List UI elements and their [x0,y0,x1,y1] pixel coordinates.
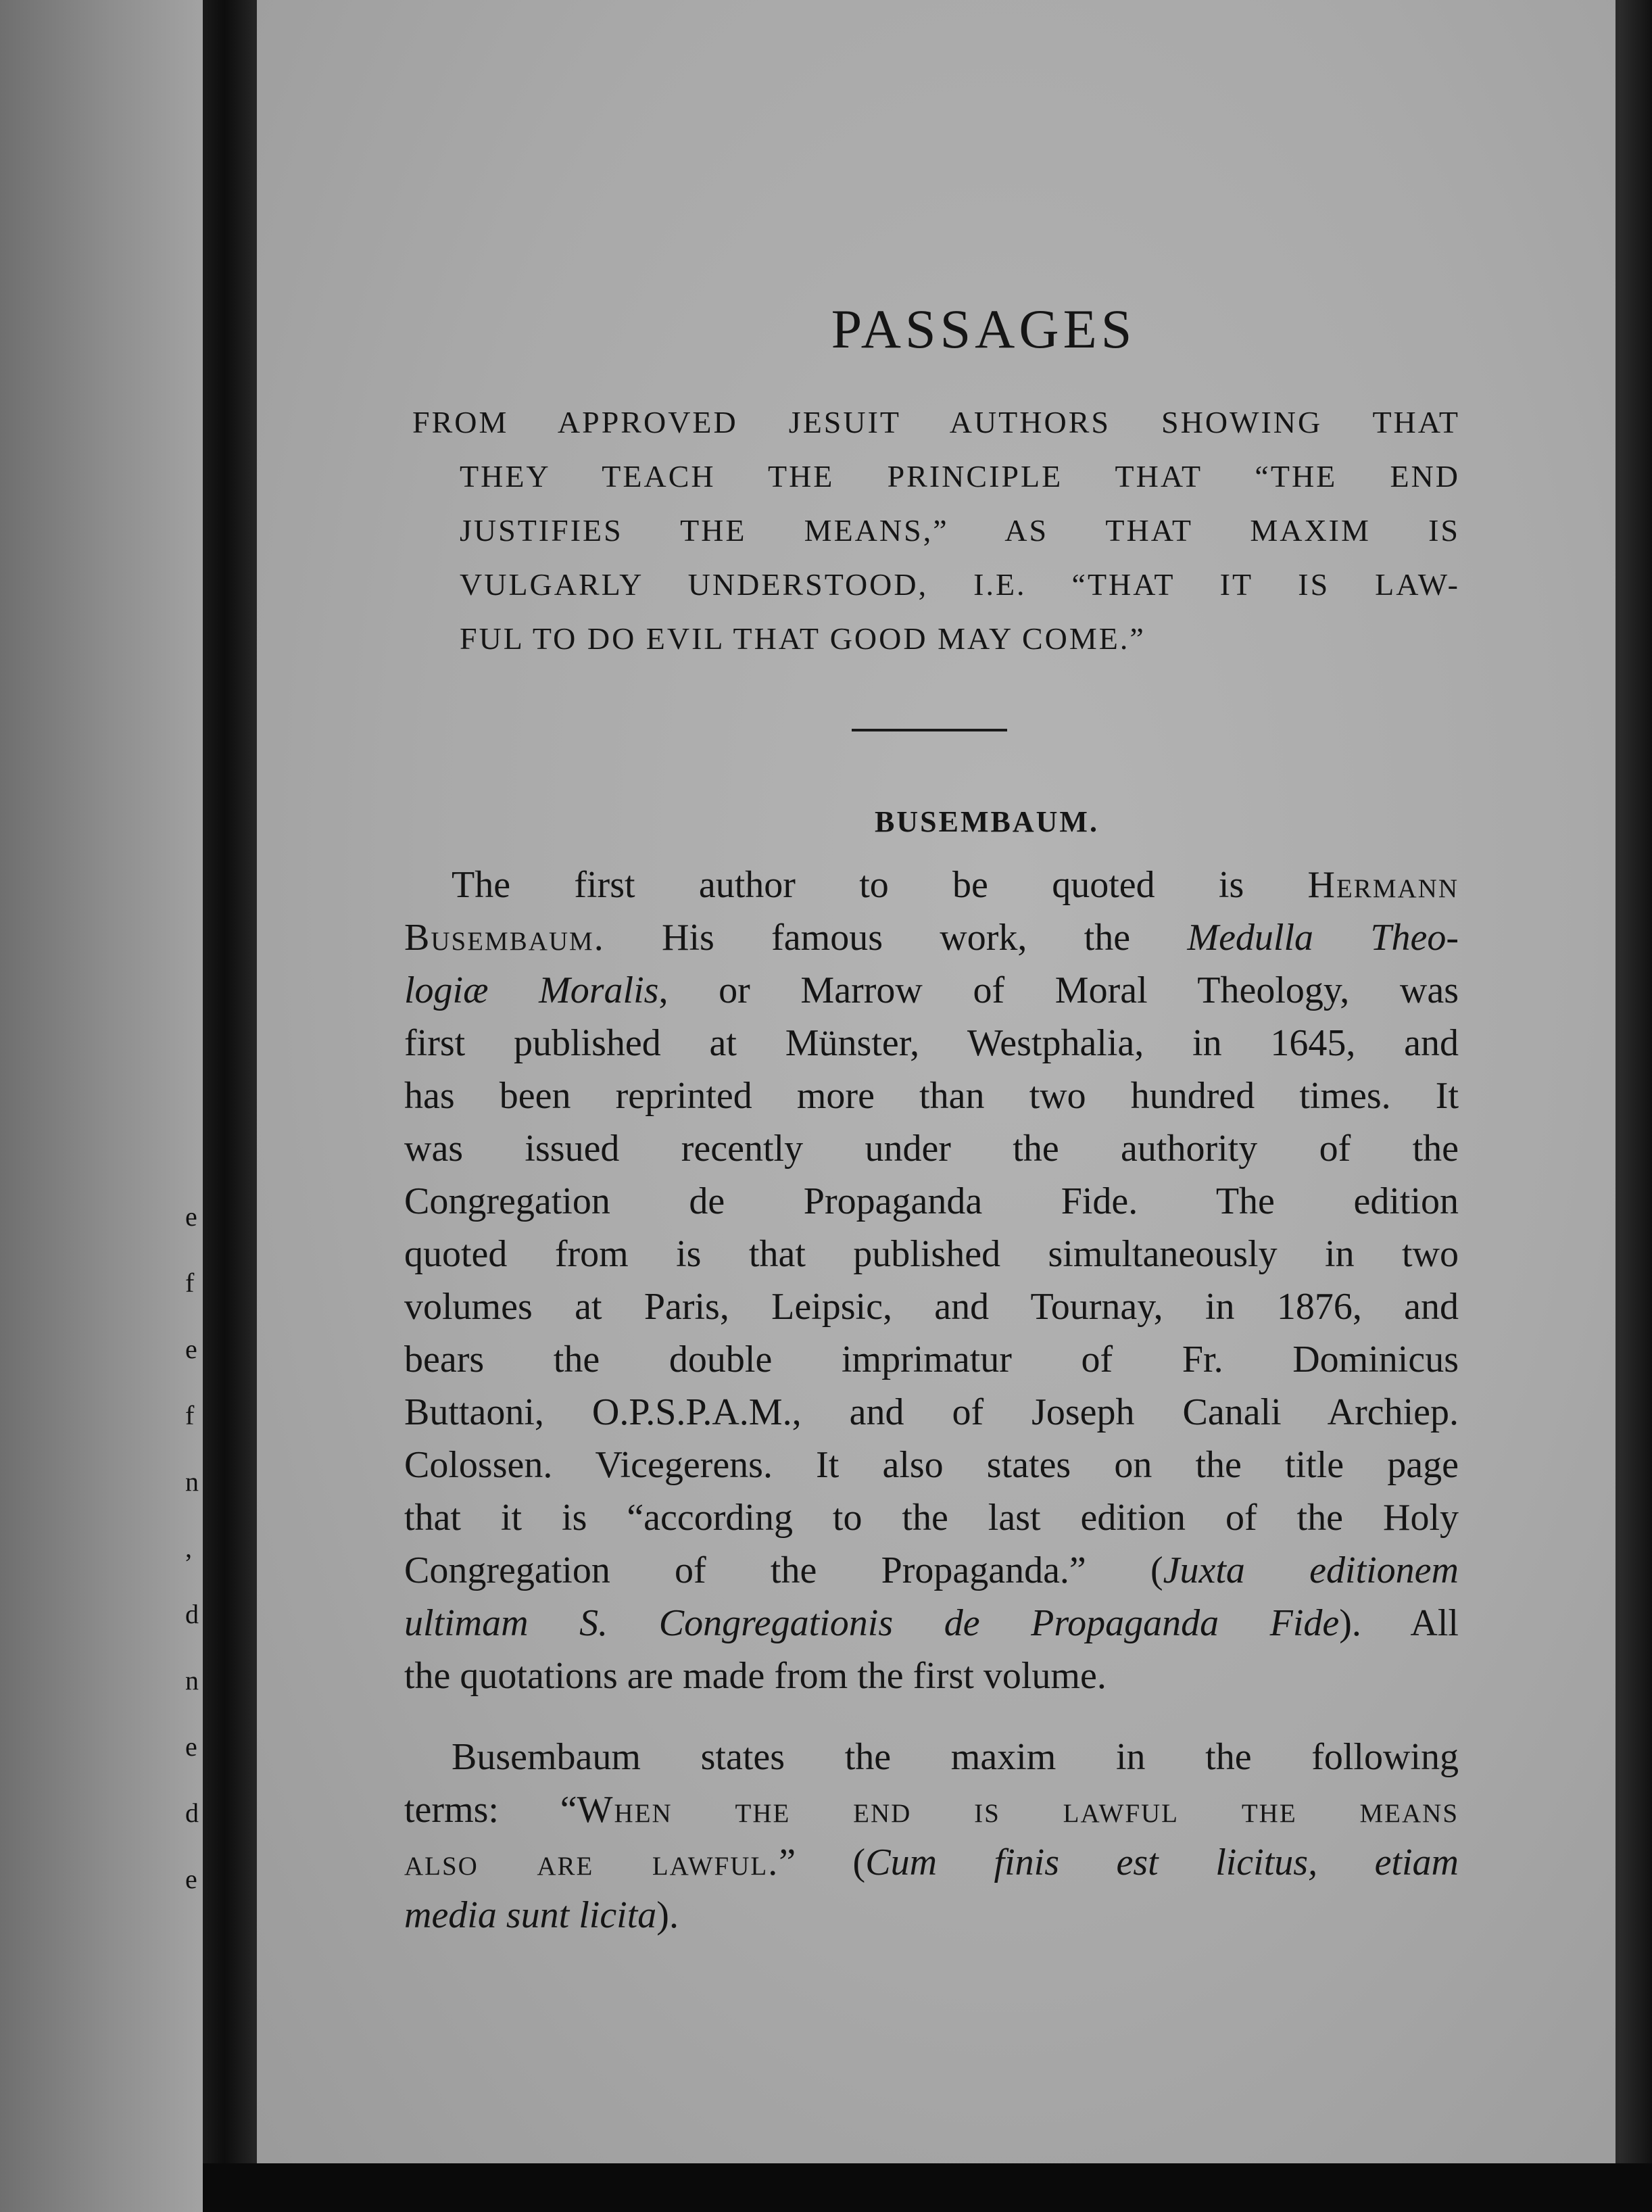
maxim-text: also are lawful. [404,1842,779,1883]
maxim-text: When the end is lawful the means [577,1789,1459,1831]
paragraph-line: the quotations are made from the first volume. [404,1655,1107,1697]
paragraph-line: volumes at Paris, Leipsic, and Tournay, in 1876, and [404,1286,1459,1328]
edge-letter: f [185,1268,195,1298]
paragraph-line [404,1544,1459,1597]
page-content [257,0,1615,2212]
paragraph-line: quoted from is that published simultaneously in two [404,1233,1459,1275]
text-run: Congregation of the Propaganda.” ( [404,1549,1163,1591]
edge-letter: d [185,1599,199,1629]
left-page-edge-letters [185,1203,199,1893]
section-divider [852,729,1007,731]
latin-citation: media sunt licita [404,1894,657,1936]
paragraph-line [404,1783,1459,1836]
edge-letter: e [185,1864,197,1894]
paragraph-line [404,964,1459,1017]
paragraph-line: Congregation de Propaganda Fide. The edition [404,1180,1459,1222]
text-run: The first author to be quoted is [452,864,1308,906]
text-run: His famous work, the [604,917,1188,959]
book-page [257,0,1620,2212]
paragraph-line: bears the double imprimatur of Fr. Dominicus [404,1339,1459,1380]
edge-letter: d [185,1798,199,1828]
paragraph-line: was issued recently under the authority of the [404,1128,1459,1170]
edge-letter: , [185,1533,192,1563]
latin-citation: Cum finis est licitus, etiam [865,1842,1459,1883]
subtitle-line: FROM APPROVED JESUIT AUTHORS SHOWING THAT [412,405,1460,439]
text-run: , or Marrow of Moral Theology, was [658,969,1459,1011]
left-page-fragment [0,0,203,2212]
paragraph-line [404,859,1459,911]
page-edge-right [1620,0,1652,2212]
book-gutter [203,0,257,2212]
subtitle-line: FUL TO DO EVIL THAT GOOD MAY COME.” [460,621,1146,656]
work-title: logiæ Moralis [404,969,659,1011]
text-run: terms: “ [404,1789,577,1831]
paragraph-line [404,1889,1459,1942]
paragraph-line: Colossen. Vicegerens. It also states on the title page [404,1444,1459,1486]
paragraph-2 [404,1731,1459,1942]
paragraph-line: Busembaum states the maxim in the following [452,1736,1459,1778]
author-name: Busembaum. [404,917,605,959]
latin-citation: ultimam S. Congregationis de Propaganda Fide [404,1602,1340,1644]
section-heading: BUSEMBAUM. [875,805,1099,838]
subtitle-line: JUSTIFIES THE MEANS,” AS THAT MAXIM IS [460,513,1460,548]
edge-letter: e [185,1334,197,1364]
paragraph-line [404,911,1459,964]
paragraph-line [404,1597,1459,1650]
author-name: Hermann [1307,864,1459,906]
paragraph-line [404,1836,1459,1889]
edge-letter: e [185,1731,197,1762]
page-title: PASSAGES [831,298,1136,360]
latin-citation: Juxta editionem [1163,1549,1459,1591]
paragraph-line: has been reprinted more than two hundred times. It [404,1075,1459,1117]
text-run: ” ( [779,1842,866,1883]
text-run: ). [656,1894,679,1936]
paragraph-line: that it is “according to the last edition of the Holy [404,1497,1459,1539]
edge-letter: e [185,1201,197,1232]
edge-letter: n [185,1466,199,1497]
page-subtitle [412,395,1460,666]
paragraph-line: Buttaoni, O.P.S.P.A.M., and of Joseph Canali Archiep. [404,1391,1459,1433]
subtitle-line: THEY TEACH THE PRINCIPLE THAT “THE END [460,459,1460,494]
work-title: Medulla Theo- [1187,917,1459,959]
edge-letter: n [185,1665,199,1696]
paragraph-1 [404,859,1459,1702]
page-edge-bottom [203,2163,1652,2212]
text-run: ). All [1339,1602,1459,1644]
subtitle-line: VULGARLY UNDERSTOOD, I.E. “THAT IT IS LAW- [460,567,1460,602]
paragraph-line: first published at Münster, Westphalia, in 1645, and [404,1022,1459,1064]
edge-letter: f [185,1400,195,1430]
